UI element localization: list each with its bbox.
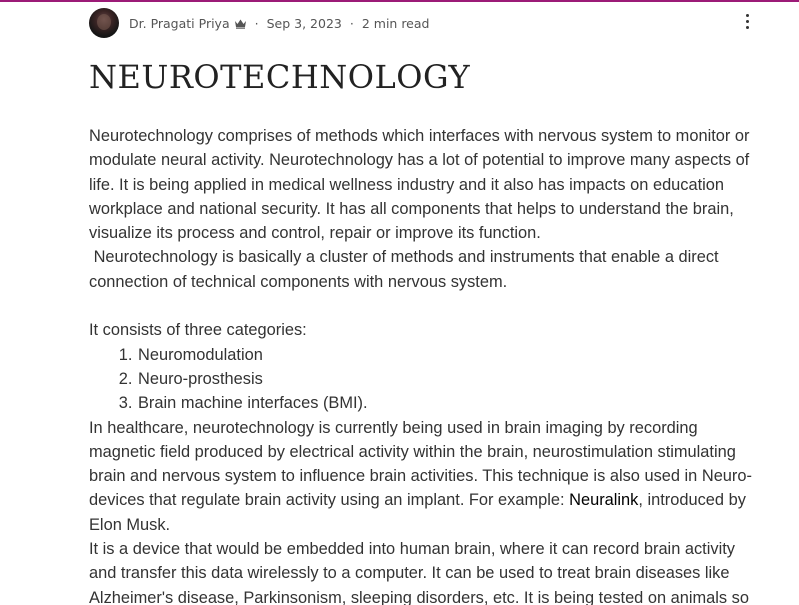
author-avatar[interactable] [89,8,119,38]
read-time: 2 min read [361,15,430,31]
paragraph-intro: Neurotechnology comprises of methods which interfaces with nervous system to monitor or modulate neural activity. Neurotechnology has a lot of potential to improve many aspects of life. It is being applied in medical wellness industry and it also has impacts on education workplace and national security. It has all components that helps to understand the brain, visualize its process and control, repair or improve its function. [89,127,750,243]
list-item: 2. Neuro-prosthesis [137,367,759,391]
paragraph-categories-intro: It consists of three categories: [89,321,307,340]
post-title: NEUROTECHNOLOGY [89,58,471,96]
categories-list [89,343,759,416]
author-name[interactable]: Dr. Pragati Priya [129,15,230,31]
meta-separator: · [254,15,259,31]
list-item: 1. Neuromodulation [137,343,759,367]
post-meta-bar [89,8,429,38]
paragraph-healthcare [89,416,759,537]
top-accent-rule [0,0,799,2]
post-body [89,124,759,605]
paragraph-healthcare-text: In healthcare, neurotechnology is currently being used in brain imaging by recording magnetic field produced by electrical activity within the brain, neurostimulation stimulating brain and nervous system to influence brain activities. This technique is also used in Neuro-devices that regulate brain activity using an implant. For example: [89,418,752,510]
crown-icon [234,18,247,29]
post-date: Sep 3, 2023 [266,15,342,31]
paragraph-healthcare-tail: , introduced by Elon Musk. [89,491,746,534]
neuralink-link[interactable]: Neuralink [569,491,639,510]
meta-separator: · [349,15,354,31]
paragraph-device: It is a device that would be embedded into human brain, where it can record brain activity and transfer this data wirelessly to a computer. It can be used to treat brain diseases like Alzheimer's disease, Parkinsonism, sleeping disorders, etc. It is being tested on animals so [89,540,749,605]
more-vertical-icon[interactable] [739,14,755,32]
paragraph-cluster [89,245,759,294]
paragraph-spacer [89,294,759,318]
paragraph-cluster-text: Neurotechnology is basically a cluster of methods and instruments that enable a direct connection of technical components with nervous system. [89,248,719,291]
list-item: 3. Brain machine interfaces (BMI). [137,391,759,415]
